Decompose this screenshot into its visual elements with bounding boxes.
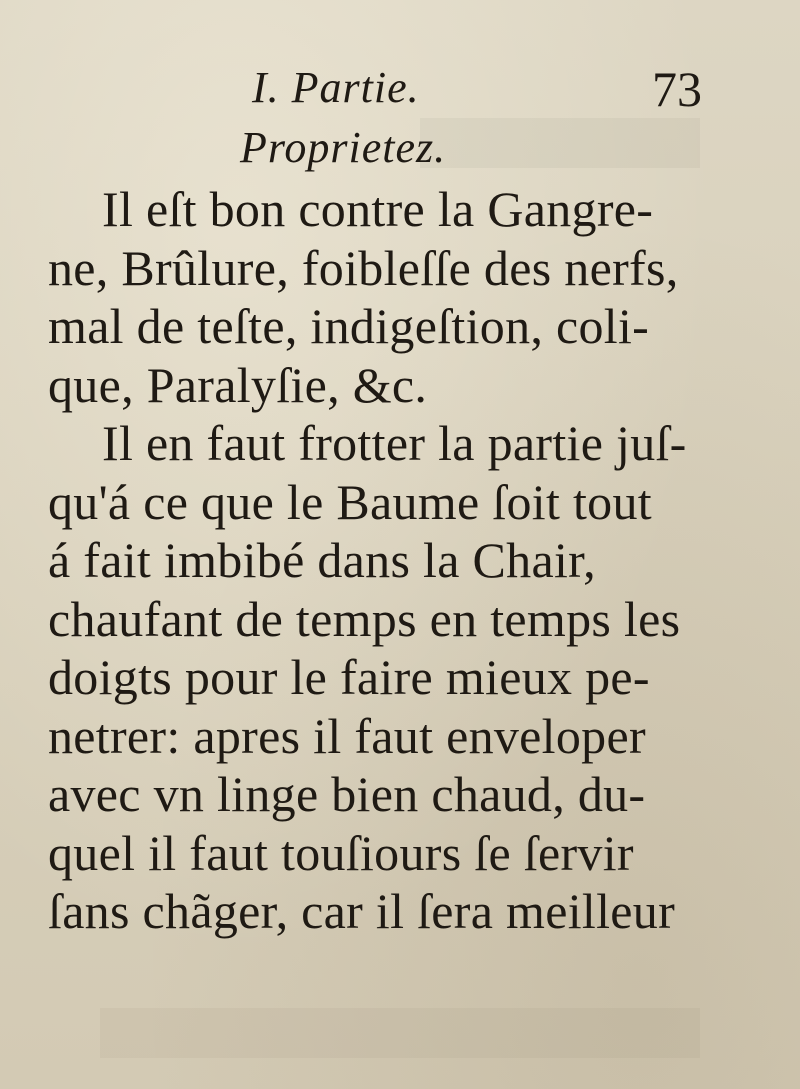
text-line: quel il faut touſiours ſe ſervir <box>48 824 634 881</box>
text-line: qu'á ce que le Baume ſoit tout <box>48 473 652 530</box>
running-head-part: I. Partie. <box>252 63 420 112</box>
show-through-shading <box>100 1008 700 1058</box>
text-line: Il en faut frotter la partie juſ- <box>102 415 687 471</box>
text-line: mal de teſte, indigeſtion, coli- <box>48 298 650 354</box>
show-through-shading <box>420 118 700 168</box>
text-line: que, Paralyſie, &c. <box>48 356 428 413</box>
text-line: avec vn linge bien chaud, du- <box>48 766 646 822</box>
paragraph <box>48 180 718 414</box>
text-line: ſans chãger, car il ſera meilleur <box>48 883 676 939</box>
section-heading: Proprietez. <box>240 123 447 172</box>
running-header <box>0 58 800 118</box>
text-line: ne, Brûlure, foibleſſe des nerfs, <box>48 239 679 296</box>
text-line: doigts pour le faire mieux pe- <box>48 649 650 705</box>
text-line: Il eſt bon contre la Gangre- <box>102 181 654 237</box>
page-number: 73 <box>652 61 702 117</box>
paragraph <box>48 414 718 941</box>
text-line: chaufant de temps en temps les <box>48 590 681 647</box>
text-line: netrer: apres il faut enveloper <box>48 707 646 764</box>
text-line: á fait imbibé dans la Chair, <box>48 532 596 588</box>
body-text <box>48 180 718 941</box>
